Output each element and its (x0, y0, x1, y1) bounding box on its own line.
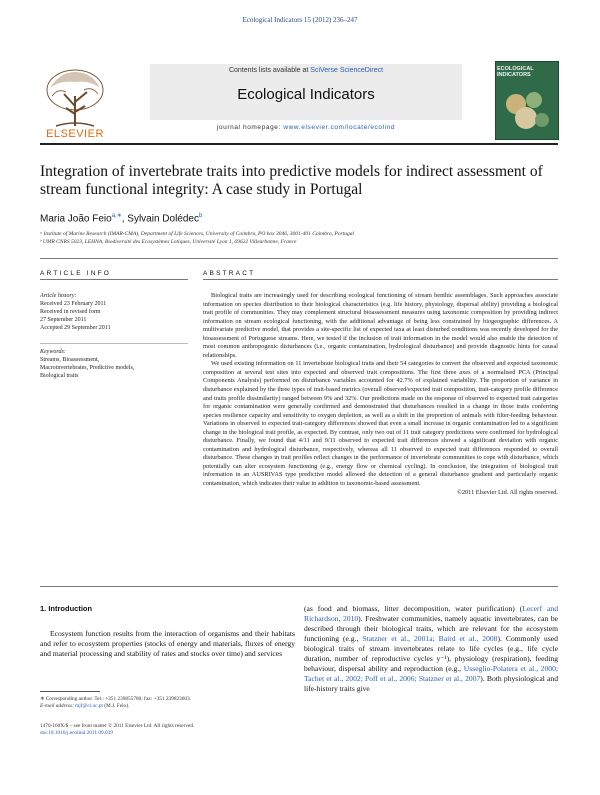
keyword-line: Streams, Bioassessment, (40, 357, 100, 363)
author-2[interactable]: , Sylvain Dolédec (121, 213, 199, 225)
article-info-heading: ARTICLE INFO (40, 270, 112, 277)
article-title: Integration of invertebrate traits into predictive models for indirect assessment of stream functional integrity: A case study in Portugal (40, 163, 543, 198)
keyword-line: Biological traits (40, 373, 79, 379)
author-list (40, 212, 560, 224)
keywords-rule (40, 343, 188, 344)
keyword-line: Macroinvertebrates, Predictive models, (40, 365, 135, 371)
abstract-rule (203, 279, 558, 280)
contents-line (150, 67, 462, 74)
email-note (40, 703, 300, 710)
history-item: Received in revised form (40, 309, 101, 315)
text-run: ). Commonly used biological traits of stream invertebrates relate to life cycles (e.g., life cycle duration, number of reproductive cycles y⁻¹), physiology (respiration), feeding behaviour, dispersal ability and reproduction (e.g., (304, 634, 558, 673)
journal-name: Ecological Indicators (237, 86, 375, 103)
keywords-label: Keywords: (40, 349, 66, 355)
sciencedirect-link[interactable]: SciVerse ScienceDirect (310, 67, 384, 74)
intro-paragraph: Ecosystem function results from the interaction of organisms and their habitats and refer to ecosystem properties (stocks of energy and materials, fluxes of energy and material processing and stability of rates and stocks over time) and services (40, 629, 295, 658)
cover-title: ECOLOGICAL INDICATORS (497, 66, 534, 78)
email-suffix: (M.J. Feio). (102, 703, 130, 709)
abstract-heading: ABSTRACT (203, 270, 256, 277)
journal-homepage (150, 124, 462, 131)
reference-link[interactable]: Usseglio-Polatera et al., 2000; Tachet et al., 2002; Poff et al., 2006; Statzner et al., 2007 (304, 664, 558, 683)
footnote-rule (40, 691, 100, 692)
copyright-line: ©2011 Elsevier Ltd. All rights reserved. (457, 488, 558, 496)
keywords (40, 348, 190, 380)
abstract-paragraph-2: We used existing information on 11 invertebrate biological traits and their 54 categories to convert the observed and expected taxonomic composition at several test sites into expected and observed trait compositions. The first three axes of a normalised PCA (Principal Components Analysis) performed on disturbance variables accounted for 42.7% of explained variability. The proportion of variance in disturbance explained by the three types of trait-based metrics (overall observed/expected trait composition, trait-category profile difference and traits profile dissimilarity) ranged between 9% and 32%. Our predictions made on the response of observed to expected trait categories for organic contamination were generally confirmed and demonstrated that disturbances resulted in a change in those traits conferring species resilience capacity and sensitivity to oxygen depletion, as well as a shift in the proportion of animals with filter-feeding behaviour. Variations in observed to expected trait-category differences showed that even a small increase in organic contamination led to a significant change in the biological trait profile, as expected. By contrast, only two out of 11 trait category predictions were confirmed for hydrological disturbance. Finally, we found that 4/11 and 9/11 observed to expected trait differences showed a significant deviation with organic contamination and hydrological disturbance, respectively, whereas all 11 observed to expected trait differences responded to overall disturbance. These changes in trait profiles reflect changes in the performance of invertebrate communities to cope with disturbance, which potentially can alter ecosystem functioning (e.g., energy flow or chemical cycling). In conclusion, the integration of biological trait information in an AUSRIVAS type predictive model allowed the detection of a general disturbance gradient and particularly organic contamination, which indicates their value in addition to taxonomic-based assessment. (203, 360, 558, 488)
cover-image (500, 86, 552, 134)
title-rule (40, 258, 558, 259)
email-label: E-mail address: (40, 703, 76, 709)
author-1[interactable]: Maria João Feio (40, 213, 112, 225)
section-heading-introduction: 1. Introduction (40, 604, 93, 613)
abstract-body (203, 292, 558, 497)
affiliation-a: ᵃ Institute of Marine Research (IMAR-CMA), Department of Life Sciences, University of Coimbra, PO box 3046, 3001-401 Coimbra, Portugal (40, 231, 355, 237)
history-item: Received 23 February 2011 (40, 301, 107, 307)
corresponding-author-note: ∗ Corresponding author. Tel.: +351 239855780; fax: +351 239823603. (40, 696, 192, 702)
text-run: ). Freshwater communities, namely aquatic invertebrates, can be described through their biological traits, which are relevant for the ecosystem functioning (e.g., (304, 614, 558, 643)
history-item: Accepted 29 September 2011 (40, 325, 111, 331)
author-2-marks[interactable]: b (199, 213, 203, 219)
intro-left-column (40, 629, 295, 659)
abstract-bottom-rule (40, 586, 558, 587)
text-run: (as food and biomass, litter decomposition, water purification) ( (304, 604, 523, 613)
history-item: 27 September 2011 (40, 317, 87, 323)
elsevier-tree-logo (40, 60, 110, 138)
header-rule (40, 143, 558, 145)
doi-link[interactable] (40, 730, 300, 737)
elsevier-wordmark: ELSEVIER (46, 128, 104, 140)
journal-citation[interactable]: Ecological Indicators 15 (2012) 236–247 (242, 16, 358, 24)
intro-paragraph-continued (304, 604, 558, 694)
reference-link[interactable]: Lecerf and Richardson, 2010 (304, 604, 559, 623)
author-1-marks[interactable]: a,∗ (111, 213, 122, 219)
article-history (40, 292, 190, 332)
history-label: Article history: (40, 293, 77, 299)
text-run: ). Both physiological and life-history traits give (304, 674, 558, 693)
issn-line: 1470-160X/$ – see front matter © 2011 Elsevier Ltd. All rights reserved. (40, 723, 195, 729)
article-info-rule (40, 279, 188, 280)
homepage-prefix: journal homepage: (216, 124, 284, 131)
homepage-link[interactable]: www.elsevier.com/locate/ecolind (283, 124, 396, 131)
reference-link[interactable]: Statzner et al., 2001a; Baird et al., 2008 (362, 634, 498, 643)
affiliation-b: ᵇ UMR CNRS 5023, LEHNA, Biodiversité des Ecosystèmes Lotiques, Université Lyon 1, 69622 Villeurbanne, France (40, 239, 297, 245)
contents-prefix: Contents lists available at (228, 67, 311, 74)
abstract-paragraph-1: Biological traits are increasingly used for describing ecological functioning of stream benthic assemblages. Such approaches associate information on species distribution to their biological characteristics (e.g. life history, physiology, dispersal ability) providing a biological trait profile of communities. They may complement structural bioassessment measures using taxonomic composition by providing indirect information on stream ecological functioning, with the additional advantage of being less constrained by biogeographic differences. A multivariate predictive model, that provides a site-specific list of expected taxa at least disturbed conditions was recently developed for the bioassessment of Portuguese streams. Here, we tested if the inclusion of trait information in the model would also enable the detection of most common anthropogenic disturbances (i.e., organic contamination, hydrological disturbance) and provide diagnostic hints for causal relationships. (203, 292, 558, 359)
email-link[interactable]: mjf@ci.uc.pt (75, 703, 103, 709)
intro-right-column (304, 604, 558, 694)
doi-text[interactable]: doi:10.1016/j.ecolind.2011.09.039 (40, 730, 113, 736)
